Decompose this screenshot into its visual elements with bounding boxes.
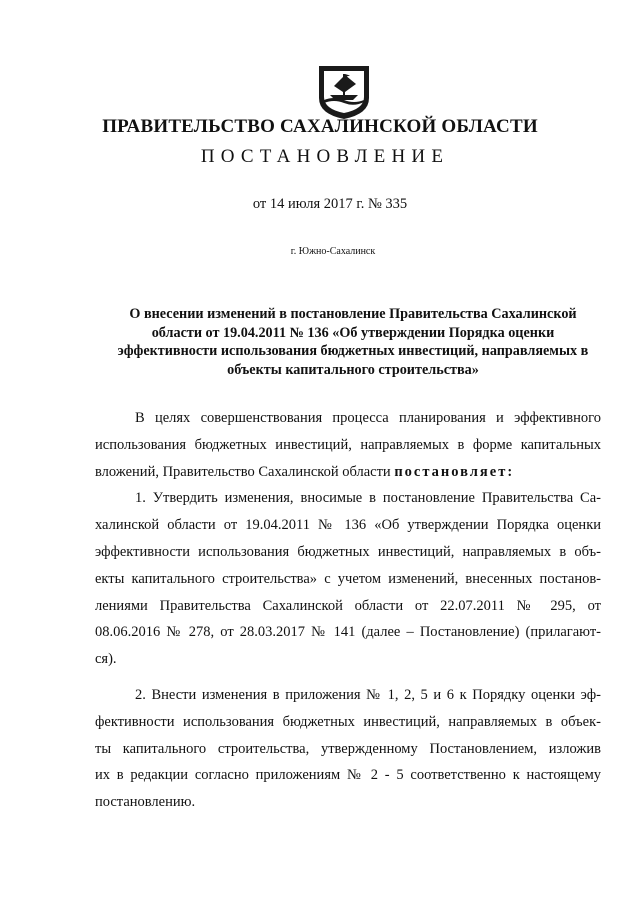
- paragraph-line: использования бюджетных инвестиций, направляемых в форме капитальных: [95, 436, 601, 453]
- paragraph-line: постановлению.: [95, 794, 196, 811]
- paragraph-line: 2. Внести изменения в приложения № 1, 2, 5 и 6 к Порядку оценки эф-: [135, 686, 601, 703]
- subject-line: области от 19.04.2011 № 136 «Об утверждении Порядка оценки: [151, 324, 555, 341]
- paragraph-line: ся).: [95, 651, 117, 668]
- document-city: г. Южно-Сахалинск: [290, 246, 376, 257]
- paragraph-line: эффективности использования бюджетных инвестиций, направляемых в объ-: [95, 543, 601, 560]
- paragraph-line: 08.06.2016 № 278, от 28.03.2017 № 141 (далее – Постановление) (прилагают-: [95, 624, 601, 641]
- coat-of-arms-icon: [316, 62, 372, 120]
- paragraph-line: 1. Утвердить изменения, вносимые в постановление Правительства Са-: [135, 490, 601, 507]
- intro-text: вложений, Правительство Сахалинской области: [95, 463, 395, 480]
- paragraph-line: фективности использования бюджетных инвестиций, направляемых в объек-: [95, 713, 601, 730]
- paragraph-line: халинской области от 19.04.2011 № 136 «Об утверждении Порядка оценки: [95, 517, 601, 534]
- paragraph-line: ты капитального строительства, утвержденному Постановлением, изложив: [95, 740, 601, 757]
- item-2-paragraph: [95, 682, 601, 816]
- subject-line: объекты капитального строительства»: [227, 361, 479, 378]
- subject-line: О внесении изменений в постановление Правительства Сахалинской: [129, 306, 577, 322]
- decree-word: постановляет:: [394, 463, 515, 480]
- document-body: [95, 405, 601, 816]
- document-subject: [104, 305, 602, 379]
- paragraph-line: екты капитального строительства» с учетом изменений, внесенных постанов-: [95, 570, 601, 587]
- subject-line: эффективности использования бюджетных инвестиций, направляемых в: [117, 343, 589, 359]
- paragraph-line: их в редакции согласно приложениям № 2 - 5 соответственно к настоящему: [95, 767, 601, 784]
- item-1-paragraph: [95, 485, 601, 673]
- document-type: ПОСТАНОВЛЕНИЕ: [200, 146, 450, 167]
- paragraph-line: [95, 459, 601, 486]
- government-title: ПРАВИТЕЛЬСТВО САХАЛИНСКОЙ ОБЛАСТИ: [102, 116, 538, 137]
- intro-paragraph: [95, 405, 601, 485]
- paragraph-line: лениями Правительства Сахалинской области от 22.07.2011 № 295, от: [95, 597, 601, 614]
- document-date-number: от 14 июля 2017 г. № 335: [252, 196, 408, 212]
- paragraph-line: В целях совершенствования процесса планирования и эффективного: [135, 410, 601, 426]
